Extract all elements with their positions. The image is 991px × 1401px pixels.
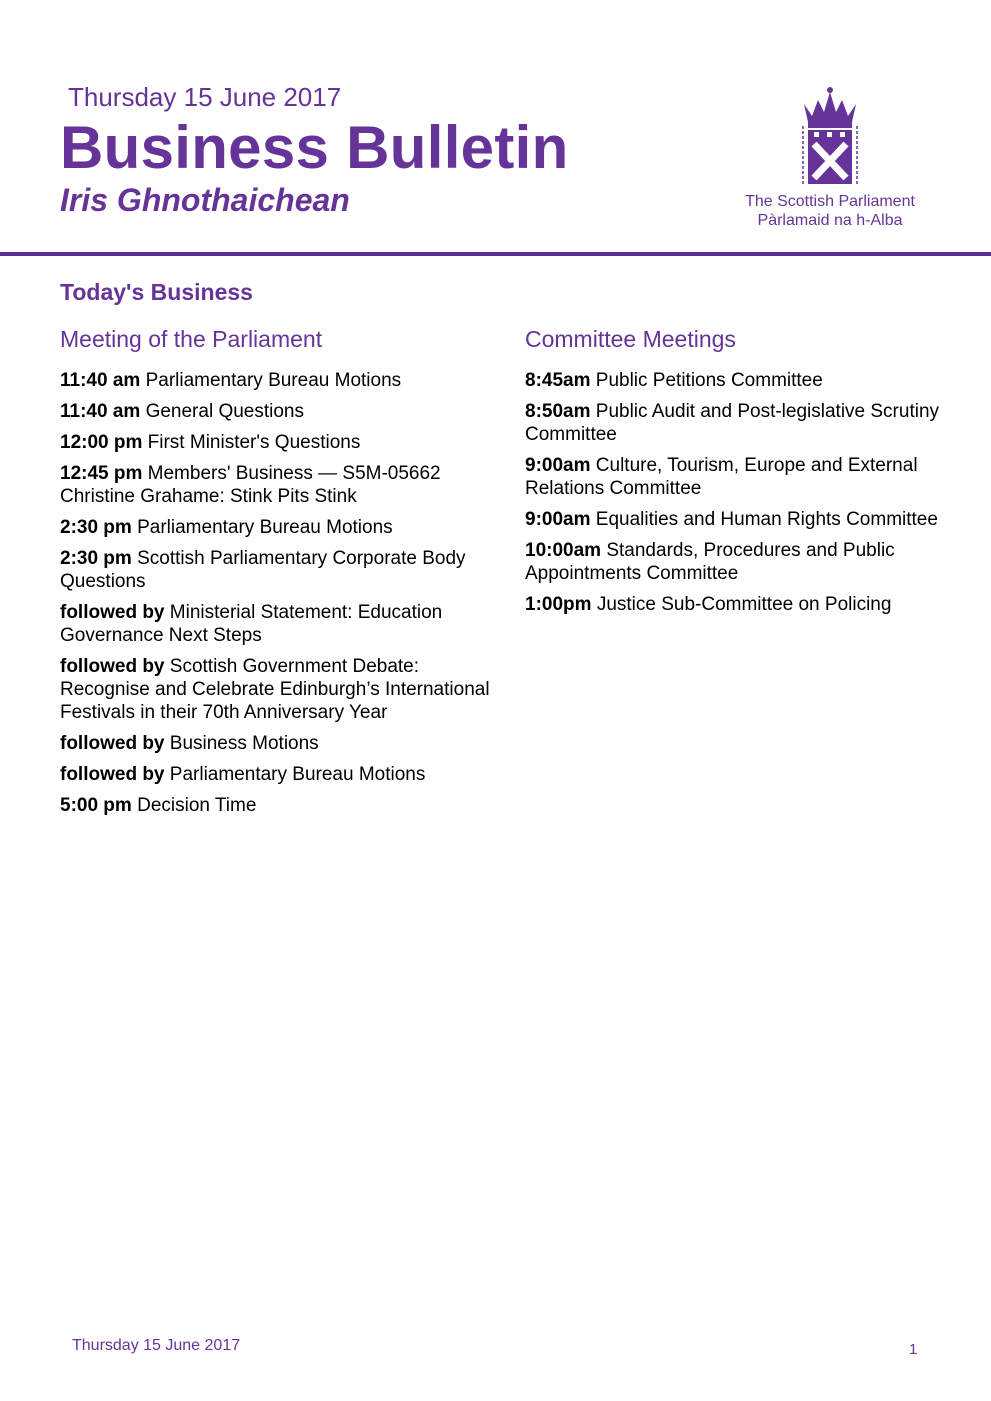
item-text: General Questions	[145, 401, 304, 422]
item-time: 9:00am	[525, 455, 591, 476]
list-item	[60, 547, 490, 593]
header-divider	[0, 252, 991, 256]
item-time: followed by	[60, 602, 165, 623]
item-text: Members' Business — S5M-05662 Christine Grahame: Stink Pits Stink	[60, 463, 441, 507]
item-text: Parliamentary Bureau Motions	[137, 517, 393, 538]
item-time: 8:45am	[525, 370, 591, 391]
list-item	[525, 593, 955, 616]
item-time: 11:40 am	[60, 370, 141, 391]
page-subtitle: Iris Ghnothaichean	[60, 182, 350, 218]
item-text: Justice Sub-Committee on Policing	[596, 594, 892, 615]
list-item	[60, 732, 490, 755]
list-item	[60, 400, 490, 423]
list-item	[60, 431, 490, 454]
list-item	[525, 454, 955, 500]
item-time: 5:00 pm	[60, 795, 132, 816]
item-time: followed by	[60, 733, 165, 754]
list-item	[525, 369, 955, 392]
item-time: 1:00pm	[525, 594, 592, 615]
item-text: Public Audit and Post-legislative Scrutiny Committee	[525, 401, 940, 445]
list-item	[525, 508, 955, 531]
item-time: 10:00am	[525, 540, 602, 561]
scottish-parliament-logo	[740, 86, 920, 230]
item-time: 12:00 pm	[60, 432, 143, 453]
item-time: 8:50am	[525, 401, 591, 422]
footer-date: Thursday 15 June 2017	[72, 1337, 241, 1354]
list-item	[525, 539, 955, 585]
todays-business-heading: Today's Business	[60, 279, 253, 305]
item-time: 9:00am	[525, 509, 591, 530]
crown-banner-icon	[798, 86, 862, 192]
item-text: Scottish Government Debate: Recognise and Celebrate Edinburgh’s International Festivals in their 70th Anniversary Year	[60, 656, 490, 723]
parliament-list	[60, 369, 490, 817]
item-time: 11:40 am	[60, 401, 141, 422]
item-text: Standards, Procedures and Public Appointments Committee	[525, 540, 895, 584]
list-item	[60, 794, 490, 817]
item-text: Scottish Parliamentary Corporate Body Questions	[60, 548, 466, 592]
item-text: Ministerial Statement: Education Governance Next Steps	[60, 602, 443, 646]
item-text: Public Petitions Committee	[595, 370, 823, 391]
item-text: Culture, Tourism, Europe and External Relations Committee	[525, 455, 918, 499]
item-text: Parliamentary Bureau Motions	[169, 764, 426, 785]
list-item	[60, 601, 490, 647]
list-item	[60, 462, 490, 508]
page-title: Business Bulletin	[60, 114, 569, 181]
committees-section	[525, 326, 955, 624]
logo-text-english: The Scottish Parliament	[745, 193, 915, 210]
list-item	[525, 400, 955, 446]
section-heading: Meeting of the Parliament	[60, 326, 323, 352]
item-time: 2:30 pm	[60, 517, 132, 538]
logo-text-gaelic: Pàrlamaid na h-Alba	[757, 212, 903, 229]
list-item	[60, 369, 490, 392]
list-item	[60, 516, 490, 539]
item-time: followed by	[60, 656, 165, 677]
item-time: 12:45 pm	[60, 463, 143, 484]
list-item	[60, 763, 490, 786]
list-item	[60, 655, 490, 724]
item-time: 2:30 pm	[60, 548, 132, 569]
item-time: followed by	[60, 764, 165, 785]
section-heading: Committee Meetings	[525, 326, 736, 352]
item-text: Business Motions	[169, 733, 319, 754]
parliament-section	[60, 326, 490, 825]
header-date: Thursday 15 June 2017	[68, 82, 342, 112]
item-text: Equalities and Human Rights Committee	[595, 509, 938, 530]
committee-list	[525, 369, 955, 616]
item-text: Parliamentary Bureau Motions	[145, 370, 402, 391]
item-text: Decision Time	[137, 795, 257, 816]
page-number: 1	[909, 1341, 918, 1358]
item-text: First Minister's Questions	[147, 432, 361, 453]
